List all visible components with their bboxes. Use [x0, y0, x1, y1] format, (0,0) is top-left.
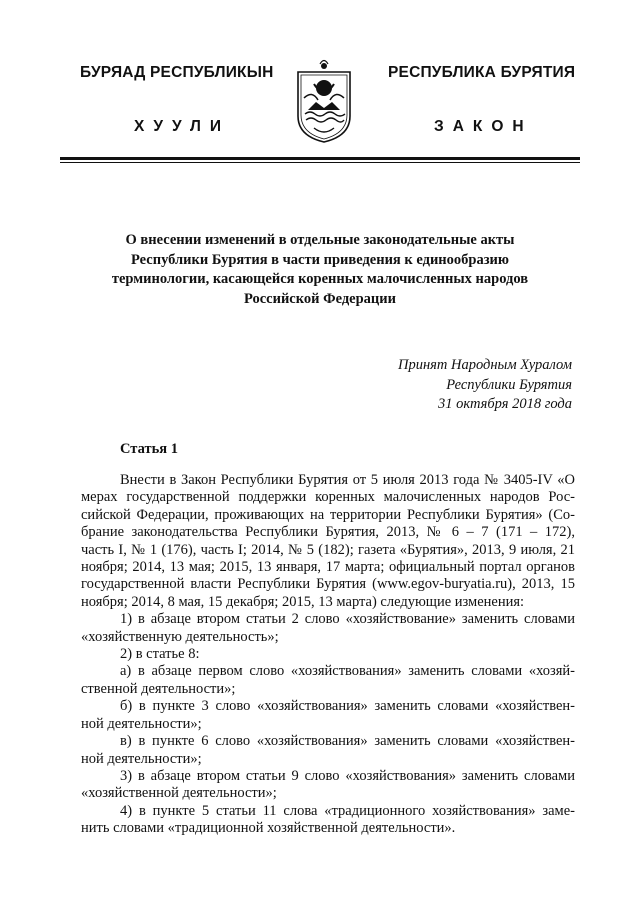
- law-title: [90, 231, 550, 309]
- body-line: 4) в пункте 5 статьи 11 слова «традиционного хозяйствования» заме-: [120, 802, 575, 819]
- body-line: ноября; 2014, 13 мая; 2015, 13 января, 17 марта; официальный портал органов: [81, 559, 575, 576]
- law-title-line: терминологии, касающейся коренных малочисленных народов: [111, 271, 529, 287]
- law-title-line: О внесении изменений в отдельные законодательные акты: [125, 232, 515, 248]
- adoption-note: [300, 356, 572, 415]
- adoption-note-line: 31 октября 2018 года: [438, 396, 572, 412]
- header-left-title: БУРЯАД РЕСПУБЛИКЫН: [80, 64, 274, 81]
- body-line: б) в пункте 3 слово «хозяйствования» заменить словами «хозяйствен-: [120, 698, 575, 715]
- body-line: ной деятельности»;: [81, 750, 202, 767]
- header-divider-thick: [60, 157, 580, 160]
- article-heading: Статья 1: [120, 441, 178, 457]
- law-title-line: Российской Федерации: [243, 290, 396, 307]
- header-right-title: РЕСПУБЛИКА БУРЯТИЯ: [388, 64, 576, 81]
- body-line: Внести в Закон Республики Бурятия от 5 июля 2013 года № 3405-IV «О: [120, 472, 575, 488]
- body-line: сийской Федерации, проживающих на территории Республики Бурятия» (Со-: [81, 506, 575, 523]
- law-title-line: Республики Бурятия в части приведения к единообразию: [131, 251, 509, 268]
- body-line: мерах государственной поддержки коренных малочисленных народов Рос-: [81, 489, 575, 506]
- body-line: 1) в абзаце втором статьи 2 слово «хозяйствование» заменить словами: [120, 611, 575, 628]
- adoption-note-line: Республики Бурятия: [446, 376, 572, 393]
- body-line: ной деятельности»;: [81, 715, 202, 732]
- body-line: «хозяйственную деятельность»;: [81, 628, 279, 645]
- body-line: брание законодательства Республики Бурятия, 2013, № 6 – 7 (171 – 172),: [81, 524, 575, 541]
- body-line: государственной власти Республики Бурятия (www.egov-buryatia.ru), 2013, 15: [81, 576, 575, 593]
- body-line: 3) в абзаце втором статьи 9 слово «хозяйствования» заменить словами: [120, 767, 575, 784]
- adoption-note-line: Принят Народным Хуралом: [397, 357, 572, 373]
- body-line: часть I, № 1 (176), часть I; 2014, № 5 (182); газета «Бурятия», 2013, 9 июля, 21: [81, 541, 575, 558]
- body-line: ноября; 2014, 8 мая, 15 декабря; 2015, 13 марта) следующие изменения:: [81, 593, 525, 610]
- body-line: ственной деятельности»;: [81, 680, 236, 697]
- body-line: в) в пункте 6 слово «хозяйствования» заменить словами «хозяйствен-: [120, 733, 575, 750]
- body-line: нить словами «традиционной хозяйственной деятельности».: [81, 820, 456, 837]
- body-line: 2) в статье 8:: [120, 646, 200, 663]
- body-line: а) в абзаце первом слово «хозяйствования» заменить словами «хозяй-: [120, 663, 575, 680]
- header-divider-thin: [60, 162, 580, 163]
- body-line: «хозяйственной деятельности»;: [81, 785, 277, 802]
- header-right-subtitle: ЗАКОН: [434, 118, 533, 135]
- coat-of-arms-icon: [292, 58, 356, 144]
- article-body: [81, 472, 575, 838]
- header-left-subtitle: ХУУЛИ: [134, 118, 231, 135]
